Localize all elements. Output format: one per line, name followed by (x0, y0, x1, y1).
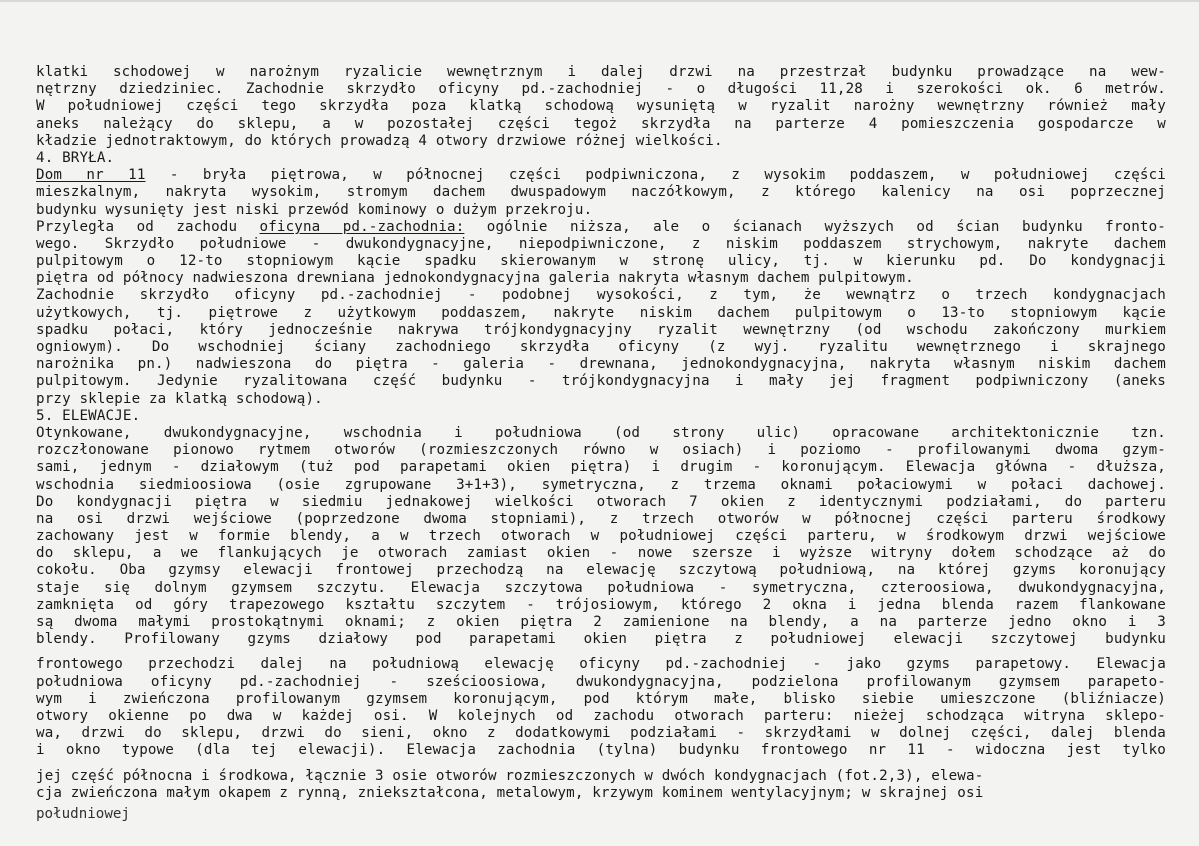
text-line: klatki schodowej w narożnym ryzalicie wewnętrznym i dalej drzwi na przestrzał budynku prowadzące na wew- (36, 64, 1166, 80)
text-line: nętrzny dziedziniec. Zachodnie skrzydło oficyny pd.-zachodniej - o długości 11,28 i szerokości ok. 6 metrów. (36, 81, 1166, 98)
text-line: zamknięta od góry trapezowego kształtu szczytem - trójosiowym, którego 2 okna i jedna blenda razem flankowane (36, 596, 1166, 613)
text-line: użytkowych, tj. piętrowe z użytkowym poddaszem, nakryte niskim dachem pulpitowym o 13-to stopniowym kącie (36, 304, 1166, 321)
text-line: Do kondygnacji piętra w siedmiu jednakowej wielkości otworach 7 okien z identycznymi podziałami, do parteru (36, 493, 1166, 510)
text-line: cja zwieńczona małym okapem z rynną, zniekształcona, metalowym, krzywym kominem wentylacyjnym; w skrajnej osi (36, 784, 984, 801)
text-line: 5. ELEWACJE. (36, 407, 141, 424)
text-line: Otynkowane, dwukondygnacyjne, wschodnia i południowa (od strony ulic) opracowane architektonicznie tzn. (36, 424, 1166, 441)
text-line: 4. BRYŁA. (36, 149, 115, 166)
text-line: narożnika pn.) nadwieszona do piętra - galeria - drewnana, jednokondygnacyjna, nakryta własnym niskim dachem (36, 356, 1166, 373)
text-line: na osi drzwi wejściowe (poprzedzone dwoma stopniami), z trzech otworów w północnej części parteru środkowy (36, 510, 1166, 527)
text-line: piętra od północy nadwieszona drewniana jednokondygnacyjna galeria nakryta własnym dachem pulpitowym. (36, 270, 914, 287)
text-line: pulpitowym. Jedynie ryzalitowana część budynku - trójkondygnacyjna i mały jej fragment podpiwniczony (aneks (36, 373, 1166, 390)
text-line: jej część północna i środkowa, łącznie 3 osie otworów rozmieszczonych w dwóch kondygnacjach (fot.2,3), elewa- (36, 767, 984, 784)
text-line: zachowany jest w formie blendy, a w trzech otworach w południowej części parteru, w środkowym drzwi wejściowe (36, 528, 1166, 545)
text-line: Dom nr 11 - bryła piętrowa, w północnej części podpiwniczona, z wysokim poddaszem, w południowej części (36, 167, 1166, 184)
text-line: Przyległa od zachodu oficyna pd.-zachodnia: ogólnie niższa, ale o ścianach wyższych od ścian budynku fronto- (36, 218, 1166, 235)
text-line: staje się dolnym gzymsem szczytu. Elewacja szczytowa południowa - symetryczna, czteroosiowa, dwukondygnacyjna, (36, 579, 1166, 596)
text-line: południowa oficyny pd.-zachodniej - sześcioosiowa, dwukondygnacyjna, podzielona profilowanym gzymsem parapeto- (36, 673, 1166, 690)
typewritten-text-block (36, 64, 1166, 802)
underlined-oficyna-label: oficyna pd.-zachodnia: (259, 218, 465, 235)
text-line: mieszkalnym, nakryta wysokim, stromym dachem dwuspadowym naczółkowym, z którego kalenicy na osi poprzecznej (36, 184, 1166, 201)
text-line: aneks należący do sklepu, a w pozostałej części tegoż skrzydła na parterze 4 pomieszczenia gospodarcze w (36, 115, 1166, 132)
underlined-dom-label: Dom nr 11 (36, 167, 146, 184)
text-line: frontowego przechodzi dalej na południową elewację oficyny pd.-zachodniej - jako gzyms parapetowy. Elewacja (36, 656, 1166, 673)
text-line: sami, jednym - działowym (tuż pod parapetami okien piętra) i drugim - koronującym. Elewacja główna - dłuższa, (36, 459, 1166, 476)
text-line: wym i zwieńczona profilowanym gzymsem koronującym, pod którym małe, blisko siebie umieszczone (bliźniacze) (36, 690, 1166, 707)
text-line: są dwoma małymi prostokątnymi oknami; z okien piętra 2 zamienione na blendy, a na parterze jedno okno i 3 (36, 614, 1166, 630)
text-line: spadku połaci, który jednocześnie nakrywa trójkondygnacyjny ryzalit wewnętrzny (od wschodu zakończony murkiem (36, 321, 1166, 338)
text-line: pulpitowym o 12-to stopniowym kącie spadku skierowanym w stronę ulicy, tj. w kierunku pd. Do kondygnacji (36, 253, 1166, 270)
text-line: kładzie jednotraktowym, do których prowadzą 4 otwory drzwiowe różnej wielkości. (36, 132, 723, 149)
text-line: W południowej części tego skrzydła poza klatką schodową wysuniętą w ryzalit narożny wewnętrzny również mały (36, 98, 1166, 115)
text-line: wego. Skrzydło południowe - dwukondygnacyjne, niepodpiwniczone, z niskim poddaszem strychowym, nakryte dachem (36, 235, 1166, 252)
text-line: Zachodnie skrzydło oficyny pd.-zachodniej - podobnej wysokości, z tym, że wewnątrz o trzech kondygnacjach (36, 287, 1166, 304)
text-line: otwory okienne po dwa w każdej osi. W kolejnych od zachodu otworach parteru: nieżej schodząca witryna sklepo- (36, 707, 1166, 724)
overtyped-word: południowej (36, 806, 130, 822)
text-line: przy sklepie za klatką schodową). (36, 390, 323, 407)
text-line: budynku wysunięty jest niski przewód kominowy o dużym przekroju. (36, 201, 593, 218)
text-line: cokołu. Oba gzymsy elewacji frontowej przechodzą na elewację szczytową południową, na której gzyms koronujący (36, 562, 1166, 579)
text-line: blendy. Profilowany gzyms działowy pod parapetami okien piętra z południowej elewacji szczytowej budynku (36, 631, 1166, 648)
text-line: ogniowym). Do wschodniej ściany zachodniego skrzydła oficyny (z wyj. ryzalitu wewnętrznego i skrajnego (36, 339, 1166, 355)
text-line: i okno typowe (dla tej elewacji). Elewacja zachodnia (tylna) budynku frontowego nr 11 - widoczna jest tylko (36, 742, 1166, 759)
line-spacing-gap (36, 648, 1166, 656)
text-line: rozczłonowane pionowo rytmem otworów (rozmieszczonych równo w osiach) i poziomo - profilowanymi dwoma gzym- (36, 442, 1166, 459)
text-line: wschodnia siedmioosiowa (osie zgrupowane 3+1+3), symetryczna, z trzema oknami połaciowymi w połaci dachowej. (36, 476, 1166, 493)
text-line: wa, drzwi do sklepu, drzwi do sieni, okno z dodatkowymi podziałami - skrzydłami w dolnej części, dalej blenda (36, 725, 1166, 742)
text-line: do sklepu, a we flankujących je otworach zamiast okien - nowe szersze i wyższe witryny dołem schodzące aż do (36, 545, 1166, 562)
line-spacing-gap (36, 760, 1166, 768)
